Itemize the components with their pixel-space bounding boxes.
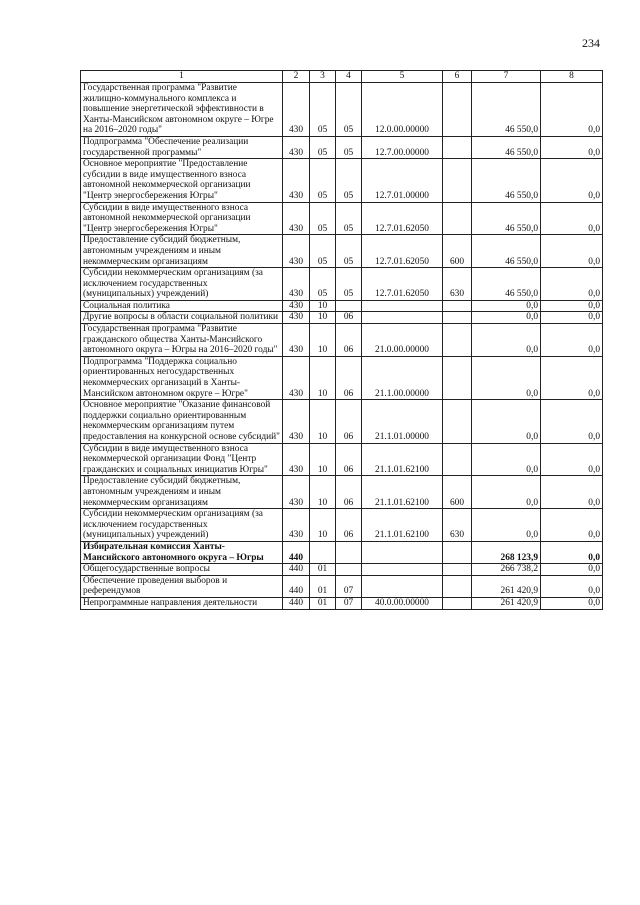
column-header: 2 bbox=[283, 71, 310, 83]
item-name-cell: Подпрограмма "Поддержка социально ориентированных негосударственных некоммерческих организаций в Ханты-Мансийском автономном округе – Югре" bbox=[81, 356, 283, 399]
item-name-cell: Предоставление субсидий бюджетным, автономным учреждениям и иным некоммерческим организациям bbox=[81, 476, 283, 509]
amount-secondary-cell: 0,0 bbox=[541, 443, 603, 476]
table-row bbox=[81, 400, 603, 443]
subsection-code-cell bbox=[336, 300, 362, 312]
amount-secondary-cell: 0,0 bbox=[541, 202, 603, 235]
table-row bbox=[81, 476, 603, 509]
subsection-code-cell: 05 bbox=[336, 202, 362, 235]
column-header: 1 bbox=[81, 71, 283, 83]
ministry-code-cell: 430 bbox=[283, 443, 310, 476]
table-row bbox=[81, 443, 603, 476]
ministry-code-cell: 430 bbox=[283, 356, 310, 399]
item-name-cell: Подпрограмма "Обеспечение реализации государственной программы" bbox=[81, 136, 283, 158]
amount-secondary-cell: 0,0 bbox=[541, 476, 603, 509]
amount-cell: 46 550,0 bbox=[472, 83, 541, 137]
ministry-code-cell: 430 bbox=[283, 324, 310, 357]
section-code-cell: 10 bbox=[310, 356, 336, 399]
subsection-code-cell: 06 bbox=[336, 443, 362, 476]
section-code-cell bbox=[310, 541, 336, 563]
item-name-cell: Другие вопросы в области социальной политики bbox=[81, 312, 283, 324]
target-article-cell: 21.1.01.62100 bbox=[362, 509, 443, 542]
page-number: 234 bbox=[582, 36, 600, 50]
table-body bbox=[81, 83, 603, 610]
target-article-cell: 40.0.00.00000 bbox=[362, 597, 443, 609]
amount-secondary-cell: 0,0 bbox=[541, 268, 603, 301]
amount-cell: 0,0 bbox=[472, 509, 541, 542]
amount-secondary-cell: 0,0 bbox=[541, 235, 603, 268]
amount-cell: 268 123,9 bbox=[472, 541, 541, 563]
ministry-code-cell: 430 bbox=[283, 312, 310, 324]
amount-secondary-cell: 0,0 bbox=[541, 324, 603, 357]
ministry-code-cell: 430 bbox=[283, 83, 310, 137]
amount-secondary-cell: 0,0 bbox=[541, 312, 603, 324]
table-row bbox=[81, 235, 603, 268]
section-code-cell: 05 bbox=[310, 235, 336, 268]
target-article-cell bbox=[362, 564, 443, 576]
ministry-code-cell: 430 bbox=[283, 476, 310, 509]
section-code-cell: 01 bbox=[310, 597, 336, 609]
table-row bbox=[81, 324, 603, 357]
expense-type-cell bbox=[443, 159, 472, 202]
subsection-code-cell: 05 bbox=[336, 235, 362, 268]
section-code-cell: 05 bbox=[310, 83, 336, 137]
item-name-cell: Общегосударственные вопросы bbox=[81, 564, 283, 576]
expense-type-cell: 630 bbox=[443, 509, 472, 542]
item-name-cell: Обеспечение проведения выборов и референдумов bbox=[81, 575, 283, 597]
section-code-cell: 10 bbox=[310, 476, 336, 509]
item-name-cell: Субсидии в виде имущественного взноса некоммерческой организации Фонд "Центр гражданских и социальных инициатив Югры" bbox=[81, 443, 283, 476]
subsection-code-cell bbox=[336, 541, 362, 563]
expense-type-cell bbox=[443, 202, 472, 235]
target-article-cell bbox=[362, 575, 443, 597]
target-article-cell: 12.7.01.62050 bbox=[362, 202, 443, 235]
expense-type-cell: 600 bbox=[443, 235, 472, 268]
table-row bbox=[81, 509, 603, 542]
amount-cell: 0,0 bbox=[472, 443, 541, 476]
amount-cell: 46 550,0 bbox=[472, 235, 541, 268]
target-article-cell: 12.7.01.62050 bbox=[362, 235, 443, 268]
expense-type-cell bbox=[443, 300, 472, 312]
amount-cell: 0,0 bbox=[472, 324, 541, 357]
amount-secondary-cell: 0,0 bbox=[541, 564, 603, 576]
amount-cell: 261 420,9 bbox=[472, 597, 541, 609]
target-article-cell bbox=[362, 541, 443, 563]
amount-cell: 46 550,0 bbox=[472, 268, 541, 301]
item-name-cell: Государственная программа "Развитие гражданского общества Ханты-Мансийского автономного округа – Югры на 2016–2020 годы" bbox=[81, 324, 283, 357]
expense-type-cell bbox=[443, 324, 472, 357]
column-header: 4 bbox=[336, 71, 362, 83]
expense-type-cell bbox=[443, 312, 472, 324]
section-code-cell: 01 bbox=[310, 575, 336, 597]
ministry-code-cell: 430 bbox=[283, 400, 310, 443]
expense-type-cell bbox=[443, 564, 472, 576]
item-name-cell: Государственная программа "Развитие жилищно-коммунального комплекса и повышение энергетической эффективности в Ханты-Мансийском автономном округе – Югре на 2016–2020 годы" bbox=[81, 83, 283, 137]
amount-secondary-cell: 0,0 bbox=[541, 136, 603, 158]
ministry-code-cell: 440 bbox=[283, 597, 310, 609]
ministry-code-cell: 440 bbox=[283, 564, 310, 576]
section-code-cell: 05 bbox=[310, 268, 336, 301]
section-code-cell: 10 bbox=[310, 443, 336, 476]
expense-type-cell bbox=[443, 83, 472, 137]
target-article-cell: 21.1.01.62100 bbox=[362, 443, 443, 476]
ministry-code-cell: 430 bbox=[283, 509, 310, 542]
ministry-code-cell: 430 bbox=[283, 136, 310, 158]
amount-cell: 266 738,2 bbox=[472, 564, 541, 576]
target-article-cell: 12.7.01.62050 bbox=[362, 268, 443, 301]
target-article-cell: 21.0.00.00000 bbox=[362, 324, 443, 357]
table-row bbox=[81, 541, 603, 563]
column-header: 6 bbox=[443, 71, 472, 83]
table-header-row bbox=[81, 71, 603, 83]
section-code-cell: 10 bbox=[310, 300, 336, 312]
subsection-code-cell: 06 bbox=[336, 476, 362, 509]
target-article-cell: 21.1.01.00000 bbox=[362, 400, 443, 443]
table-row bbox=[81, 268, 603, 301]
amount-cell: 0,0 bbox=[472, 312, 541, 324]
budget-table bbox=[80, 70, 603, 610]
amount-secondary-cell: 0,0 bbox=[541, 597, 603, 609]
ministry-code-cell: 440 bbox=[283, 541, 310, 563]
section-code-cell: 10 bbox=[310, 509, 336, 542]
subsection-code-cell: 05 bbox=[336, 159, 362, 202]
target-article-cell: 12.0.00.00000 bbox=[362, 83, 443, 137]
amount-secondary-cell: 0,0 bbox=[541, 541, 603, 563]
subsection-code-cell: 07 bbox=[336, 575, 362, 597]
table-row bbox=[81, 597, 603, 609]
expense-type-cell bbox=[443, 597, 472, 609]
item-name-cell: Основное мероприятие "Оказание финансовой поддержки социально ориентированным некоммерческим организациям путем предоставления на конкурсной основе субсидий" bbox=[81, 400, 283, 443]
ministry-code-cell: 440 bbox=[283, 575, 310, 597]
item-name-cell: Предоставление субсидий бюджетным, автономным учреждениям и иным некоммерческим организациям bbox=[81, 235, 283, 268]
expense-type-cell bbox=[443, 356, 472, 399]
amount-cell: 46 550,0 bbox=[472, 202, 541, 235]
item-name-cell: Социальная политика bbox=[81, 300, 283, 312]
amount-cell: 46 550,0 bbox=[472, 159, 541, 202]
ministry-code-cell: 430 bbox=[283, 300, 310, 312]
table-row bbox=[81, 159, 603, 202]
table-row bbox=[81, 300, 603, 312]
subsection-code-cell: 07 bbox=[336, 597, 362, 609]
expense-type-cell: 630 bbox=[443, 268, 472, 301]
column-header: 8 bbox=[541, 71, 603, 83]
subsection-code-cell: 06 bbox=[336, 509, 362, 542]
target-article-cell: 12.7.00.00000 bbox=[362, 136, 443, 158]
amount-secondary-cell: 0,0 bbox=[541, 159, 603, 202]
target-article-cell bbox=[362, 300, 443, 312]
subsection-code-cell: 06 bbox=[336, 400, 362, 443]
section-code-cell: 01 bbox=[310, 564, 336, 576]
table-row bbox=[81, 312, 603, 324]
item-name-cell: Субсидии в виде имущественного взноса автономной некоммерческой организации "Центр энергосбережения Югры" bbox=[81, 202, 283, 235]
amount-secondary-cell: 0,0 bbox=[541, 83, 603, 137]
amount-secondary-cell: 0,0 bbox=[541, 356, 603, 399]
item-name-cell: Субсидии некоммерческим организациям (за исключением государственных (муниципальных) учреждений) bbox=[81, 509, 283, 542]
column-header: 3 bbox=[310, 71, 336, 83]
table-row bbox=[81, 575, 603, 597]
expense-type-cell: 600 bbox=[443, 476, 472, 509]
subsection-code-cell bbox=[336, 564, 362, 576]
column-header: 7 bbox=[472, 71, 541, 83]
ministry-code-cell: 430 bbox=[283, 268, 310, 301]
item-name-cell: Основное мероприятие "Предоставление субсидии в виде имущественного взноса автономной некоммерческой организации "Центр энергосбережения Югры" bbox=[81, 159, 283, 202]
section-code-cell: 10 bbox=[310, 312, 336, 324]
ministry-code-cell: 430 bbox=[283, 202, 310, 235]
expense-type-cell bbox=[443, 541, 472, 563]
amount-cell: 0,0 bbox=[472, 400, 541, 443]
item-name-cell: Непрограммные направления деятельности bbox=[81, 597, 283, 609]
section-code-cell: 10 bbox=[310, 324, 336, 357]
subsection-code-cell: 05 bbox=[336, 136, 362, 158]
subsection-code-cell: 06 bbox=[336, 356, 362, 399]
expense-type-cell bbox=[443, 400, 472, 443]
ministry-code-cell: 430 bbox=[283, 235, 310, 268]
amount-secondary-cell: 0,0 bbox=[541, 575, 603, 597]
section-code-cell: 05 bbox=[310, 159, 336, 202]
expense-type-cell bbox=[443, 443, 472, 476]
amount-secondary-cell: 0,0 bbox=[541, 509, 603, 542]
subsection-code-cell: 05 bbox=[336, 268, 362, 301]
target-article-cell: 21.1.00.00000 bbox=[362, 356, 443, 399]
amount-cell: 0,0 bbox=[472, 300, 541, 312]
table-row bbox=[81, 564, 603, 576]
expense-type-cell bbox=[443, 575, 472, 597]
amount-secondary-cell: 0,0 bbox=[541, 300, 603, 312]
subsection-code-cell: 06 bbox=[336, 312, 362, 324]
item-name-cell: Избирательная комиссия Ханты-Мансийского автономного округа – Югры bbox=[81, 541, 283, 563]
target-article-cell bbox=[362, 312, 443, 324]
amount-cell: 261 420,9 bbox=[472, 575, 541, 597]
subsection-code-cell: 05 bbox=[336, 83, 362, 137]
target-article-cell: 21.1.01.62100 bbox=[362, 476, 443, 509]
table-row bbox=[81, 202, 603, 235]
section-code-cell: 05 bbox=[310, 202, 336, 235]
expense-type-cell bbox=[443, 136, 472, 158]
table-row bbox=[81, 83, 603, 137]
amount-cell: 46 550,0 bbox=[472, 136, 541, 158]
amount-cell: 0,0 bbox=[472, 476, 541, 509]
item-name-cell: Субсидии некоммерческим организациям (за исключением государственных (муниципальных) учреждений) bbox=[81, 268, 283, 301]
ministry-code-cell: 430 bbox=[283, 159, 310, 202]
table-row bbox=[81, 136, 603, 158]
amount-cell: 0,0 bbox=[472, 356, 541, 399]
column-header: 5 bbox=[362, 71, 443, 83]
amount-secondary-cell: 0,0 bbox=[541, 400, 603, 443]
section-code-cell: 10 bbox=[310, 400, 336, 443]
table-row bbox=[81, 356, 603, 399]
target-article-cell: 12.7.01.00000 bbox=[362, 159, 443, 202]
section-code-cell: 05 bbox=[310, 136, 336, 158]
subsection-code-cell: 06 bbox=[336, 324, 362, 357]
